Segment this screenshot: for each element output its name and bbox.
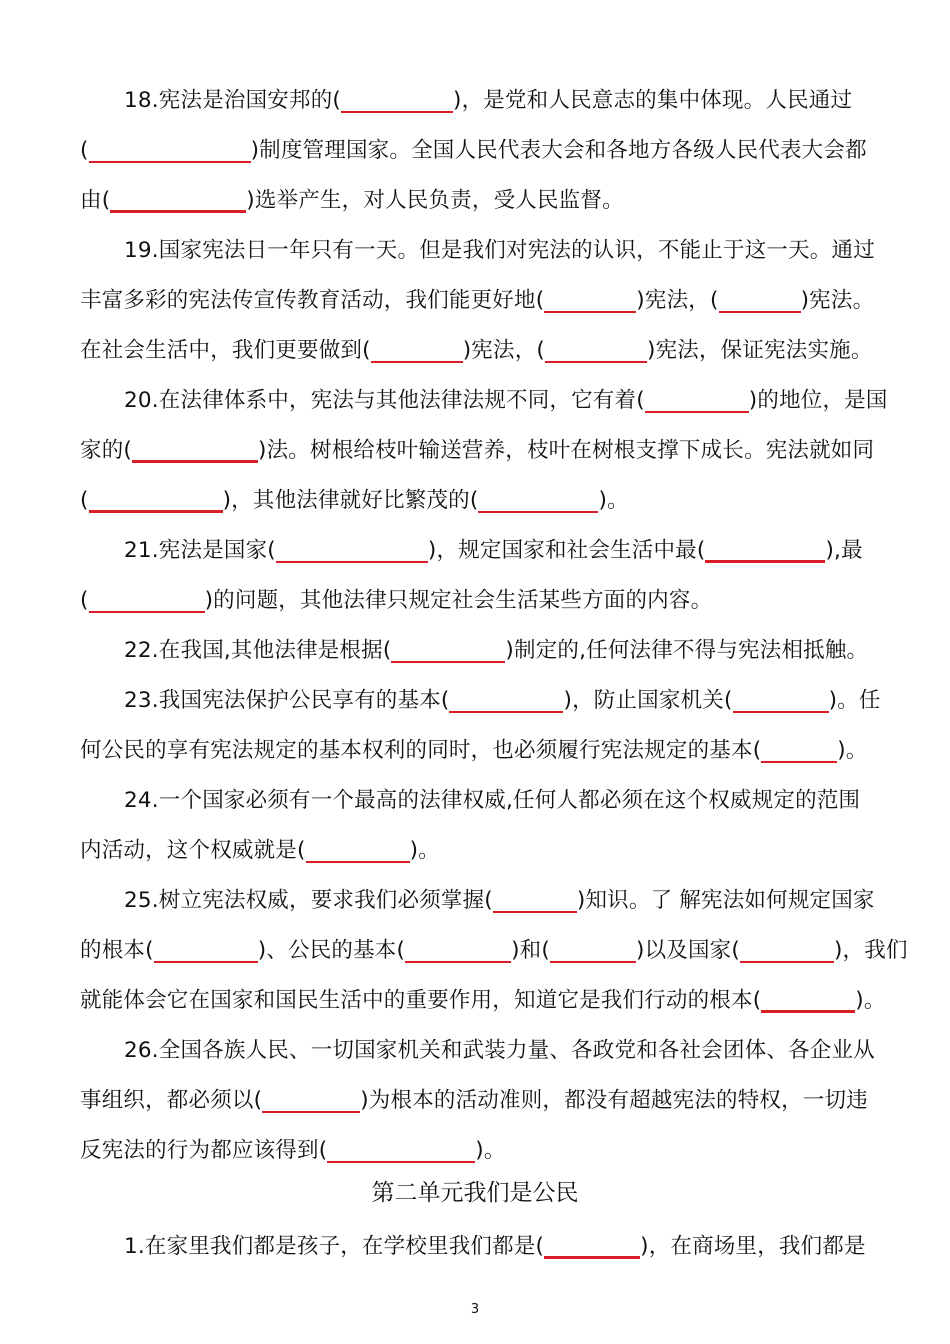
text: )。 [409,838,440,863]
text: )、公民的基本( [257,938,406,963]
q18-line-2 [80,136,867,166]
text: 事组织，都必须以( [80,1088,263,1113]
q26-line-1 [124,1036,875,1066]
text: 19.国家宪法日一年只有一天。但是我们对宪法的认识，不能止于这一天。通过 [124,238,875,263]
text: )，在商场里，我们都是 [640,1234,866,1259]
text: 在社会生活中，我们更要做到( [80,338,371,363]
q20-line-1 [124,386,888,416]
text: 何公民的享有宪法规定的基本权利的同时，也必须履行宪法规定的基本( [80,738,762,763]
answer-blank[interactable] [262,1091,360,1113]
text: 18.宪法是治国安邦的( [124,88,341,113]
text: )选举产生，对人民负责，受人民监督。 [246,188,624,213]
answer-blank[interactable] [371,341,463,363]
text: )法。树根给枝叶输送营养，枝叶在树根支撑下成长。宪法就如同 [258,438,875,463]
q22-line-1 [124,636,868,666]
q26-line-2 [80,1086,868,1116]
text: )。 [837,738,868,763]
text: )，是党和人民意志的集中体现。人民通过 [452,88,853,113]
text: ( [80,588,89,613]
q18-line-1 [124,86,852,116]
text: )。 [475,1138,506,1163]
text: 20.在法律体系中，宪法与其他法律法规不同，它有着( [124,388,645,413]
text: 反宪法的行为都应该得到( [80,1138,328,1163]
q18-line-3 [80,186,624,216]
answer-blank[interactable] [276,541,428,563]
text: )，规定国家和社会生活中最( [427,538,706,563]
answer-blank[interactable] [89,491,223,513]
text: 的根本( [80,938,154,963]
q26-line-3 [80,1136,506,1166]
answer-blank[interactable] [545,341,647,363]
answer-blank[interactable] [705,541,825,563]
answer-blank[interactable] [154,941,258,963]
answer-blank[interactable] [550,941,636,963]
text: )的地位，是国 [748,388,888,413]
q20-line-3 [80,486,629,516]
answer-blank[interactable] [110,191,246,213]
text: )，防止国家机关( [563,688,733,713]
answer-blank[interactable] [341,91,453,113]
section-title: 第二单元我们是公民 [371,1180,579,1206]
text: ( [80,138,89,163]
q24-line-1 [124,786,860,816]
text: 1.在家里我们都是孩子，在学校里我们都是( [124,1234,545,1259]
answer-blank[interactable] [493,891,577,913]
q21-line-2 [80,586,712,616]
answer-blank[interactable] [478,491,598,513]
text: 丰富多彩的宪法传宣传教育活动，我们能更好地( [80,288,545,313]
answer-blank[interactable] [719,291,801,313]
q21-line-1 [124,536,863,566]
text: 24.一个国家必须有一个最高的法律权威,任何人都必须在这个权威规定的范围 [124,788,861,813]
answer-blank[interactable] [132,441,258,463]
text: )宪法，( [462,338,545,363]
page-number: 3 [470,1302,480,1317]
text: )的问题，其他法律只规定社会生活某些方面的内容。 [204,588,713,613]
text: )知识。了 解宪法如何规定国家 [576,888,875,913]
text: 家的( [80,438,132,463]
q24-line-2 [80,836,440,866]
q23-line-1 [124,686,881,716]
q19-line-2 [80,286,874,316]
answer-blank[interactable] [391,641,505,663]
text: 23.我国宪法保护公民享有的基本( [124,688,450,713]
text: ( [80,488,89,513]
text: ),最 [825,538,863,563]
answer-blank[interactable] [89,591,205,613]
text: 就能体会它在国家和国民生活中的重要作用，知道它是我们行动的根本( [80,988,762,1013]
q25-line-2 [80,936,908,966]
text: 内活动，这个权威就是( [80,838,306,863]
q23-line-2 [80,736,868,766]
text: )宪法，( [636,288,719,313]
answer-blank[interactable] [544,1237,640,1259]
text: 由( [80,188,111,213]
answer-blank[interactable] [327,1141,475,1163]
text: )和( [511,938,550,963]
answer-blank[interactable] [761,991,855,1013]
text: )制度管理国家。全国人民代表大会和各地方各级人民代表大会都 [250,138,867,163]
text: )。 [598,488,629,513]
answer-blank[interactable] [761,741,837,763]
text: )，其他法律就好比繁茂的( [222,488,479,513]
text: 25.树立宪法权威，要求我们必须掌握( [124,888,493,913]
s2q1-line-1 [124,1232,866,1262]
text: )，我们 [833,938,908,963]
text: )宪法，保证宪法实施。 [646,338,873,363]
text: 26.全国各族人民、一切国家机关和武装力量、各政党和各社会团体、各企业从 [124,1038,875,1063]
answer-blank[interactable] [740,941,834,963]
answer-blank[interactable] [89,141,251,163]
q20-line-2 [80,436,874,466]
text: )。 [855,988,886,1013]
answer-blank[interactable] [544,291,636,313]
q25-line-1 [124,886,875,916]
q19-line-1 [124,236,875,266]
text: )为根本的活动准则，都没有超越宪法的特权，一切违 [360,1088,868,1113]
answer-blank[interactable] [405,941,511,963]
answer-blank[interactable] [645,391,749,413]
answer-blank[interactable] [306,841,410,863]
answer-blank[interactable] [733,691,829,713]
q19-line-3 [80,336,873,366]
text: )以及国家( [635,938,740,963]
text: 21.宪法是国家( [124,538,276,563]
text: )制定的,任何法律不得与宪法相抵触。 [505,638,869,663]
q25-line-3 [80,986,886,1016]
text: 22.在我国,其他法律是根据( [124,638,392,663]
text: )。任 [828,688,881,713]
text: )宪法。 [800,288,875,313]
answer-blank[interactable] [449,691,563,713]
